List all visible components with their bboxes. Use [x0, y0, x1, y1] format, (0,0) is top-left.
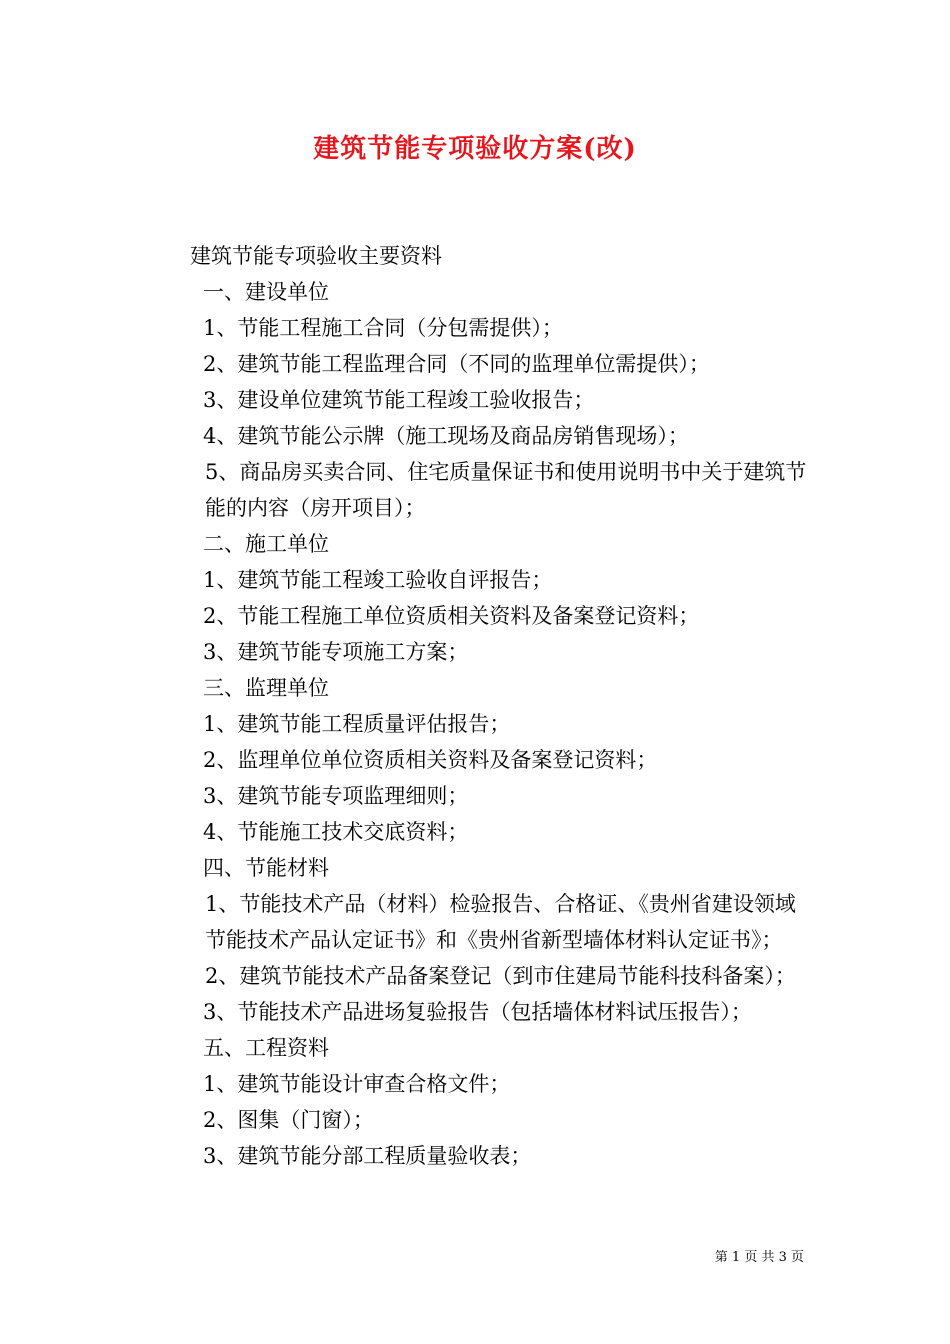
list-item: 3、建筑节能分部工程质量验收表； [203, 1144, 532, 1168]
list-item: 2、建筑节能工程监理合同（不同的监理单位需提供）； [203, 352, 710, 376]
list-item: 3、节能技术产品进场复验报告（包括墙体材料试压报告）； [203, 1000, 752, 1024]
list-item-text: 5、商品房买卖合同、住宅质量保证书和使用说明书中关于建筑节能的内容（房开项目）； [205, 460, 807, 520]
document-body [145, 238, 810, 1174]
list-item-text: 2、建筑节能技术产品备案登记（到市住建局节能科技科备案）； [205, 964, 796, 988]
list-item: 1、建筑节能工程质量评估报告； [203, 712, 511, 736]
list-item-wrapped [145, 958, 810, 994]
section-heading: 四、节能材料 [203, 856, 329, 880]
list-item: 1、建筑节能设计审查合格文件； [203, 1072, 511, 1096]
section-heading: 五、工程资料 [203, 1036, 329, 1060]
list-item: 3、建筑节能专项施工方案； [203, 640, 469, 664]
list-item: 1、节能工程施工合同（分包需提供）； [203, 316, 563, 340]
section-heading: 三、监理单位 [203, 676, 329, 700]
list-item: 2、节能工程施工单位资质相关资料及备案登记资料； [203, 604, 700, 628]
section-heading: 二、施工单位 [203, 532, 329, 556]
list-item: 3、建筑节能专项监理细则； [203, 784, 469, 808]
section-heading: 一、建设单位 [203, 280, 329, 304]
list-item: 4、节能施工技术交底资料； [203, 820, 469, 844]
list-item-wrapped [145, 454, 810, 526]
list-item: 2、监理单位单位资质相关资料及备案登记资料； [203, 748, 658, 772]
main-heading: 建筑节能专项验收主要资料 [190, 244, 442, 268]
page-footer: 第 1 页 共 3 页 [714, 1250, 804, 1265]
list-item: 1、建筑节能工程竣工验收自评报告； [203, 568, 553, 592]
list-item-wrapped [145, 886, 810, 958]
list-item: 2、图集（门窗）； [203, 1108, 374, 1132]
document-title: 建筑节能专项验收方案(改) [313, 134, 637, 164]
list-item-text: 1、节能技术产品（材料）检验报告、合格证、《贵州省建设领域节能技术产品认定证书》和《贵州省新型墙体材料认定证书》； [205, 892, 796, 952]
list-item: 4、建筑节能公示牌（施工现场及商品房销售现场）； [203, 424, 689, 448]
list-item: 3、建设单位建筑节能工程竣工验收报告； [203, 388, 595, 412]
